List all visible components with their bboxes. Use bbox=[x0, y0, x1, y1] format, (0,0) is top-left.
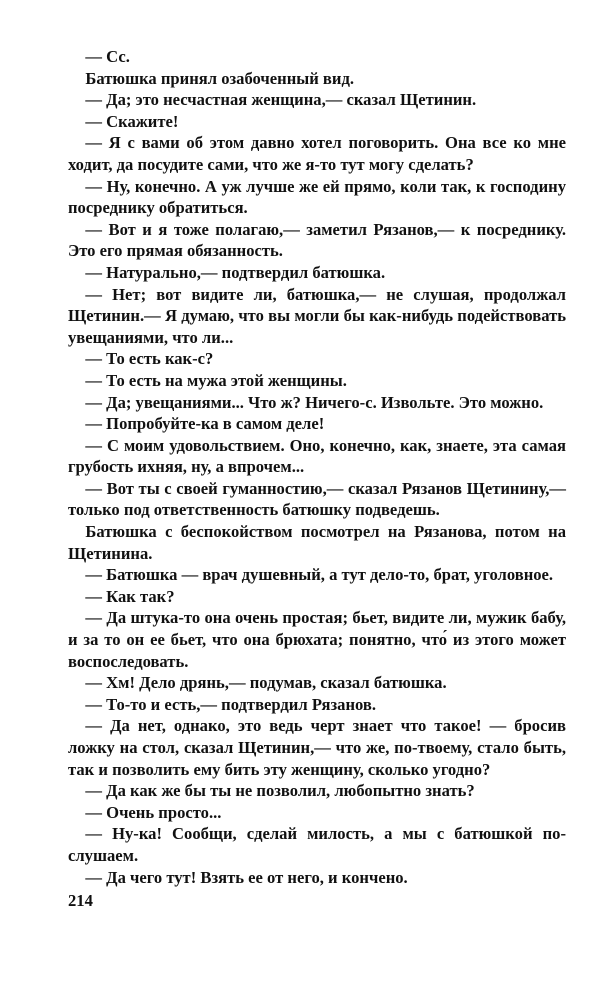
paragraph-19: — Да штука-то она очень простая; бьет, видите ли, мужик бабу, и за то он ее бьет, что она брюхата; понятно, что́ из этого может воспоследовать. bbox=[68, 608, 566, 671]
paragraph-24: — Очень просто... bbox=[85, 802, 222, 822]
paragraph-15: — Вот ты с своей гуманностию,— сказал Рязанов Щетинину,— только под ответственность батюшку подведешь. bbox=[68, 478, 566, 520]
paragraph-8: — Натурально,— подтвердил батюшка. bbox=[85, 262, 386, 282]
paragraph-26: — Да чего тут! Взять ее от него, и кончено. bbox=[85, 867, 408, 887]
paragraph-3: — Да; это несчастная женщина,— сказал Щетинин. bbox=[85, 90, 477, 110]
paragraph-22: — Да нет, однако, это ведь черт знает что такое! — бросив ложку на стол, сказал Щетинин,— что же, по-твоему, стало быть, так и позволить ему бить эту женщину, сколько угодно? bbox=[68, 716, 566, 779]
page-text bbox=[68, 46, 566, 888]
paragraph-14: — С моим удовольствием. Оно, конечно, как, знаете, эта самая грубость ихняя, ну, а впрочем... bbox=[68, 435, 566, 477]
paragraph-11: — То есть на мужа этой женщины. bbox=[85, 370, 347, 390]
paragraph-5: — Я с вами об этом давно хотел поговорить. Она все ко мне ходит, да посудите сами, что же я-то тут могу сделать? bbox=[68, 133, 566, 174]
paragraph-16: Батюшка с беспокойством посмотрел на Рязанова, потом на Щетинина. bbox=[68, 522, 566, 563]
paragraph-10: — То есть как-с? bbox=[85, 349, 214, 369]
paragraph-7: — Вот и я тоже полагаю,— заметил Рязанов,— к посреднику. Это его прямая обязанность. bbox=[68, 219, 566, 261]
paragraph-9: — Нет; вот видите ли, батюшка,— не слушая, продолжал Щетинин.— Я думаю, что вы могли бы как-нибудь подействовать увещаниями, что ли... bbox=[68, 284, 566, 347]
paragraph-20: — Хм! Дело дрянь,— подумав, сказал батюшка. bbox=[85, 673, 447, 693]
page-number: 214 bbox=[68, 891, 93, 910]
paragraph-17: — Батюшка — врач душевный, а тут дело-то, брат, уголовное. bbox=[85, 565, 554, 585]
paragraph-2: Батюшка принял озабоченный вид. bbox=[85, 68, 354, 88]
paragraph-13: — Попробуйте-ка в самом деле! bbox=[85, 414, 325, 434]
paragraph-25: — Ну-ка! Сообщи, сделай милость, а мы с батюшкой послушаем. bbox=[68, 824, 566, 865]
paragraph-4: — Скажите! bbox=[85, 111, 179, 131]
paragraph-23: — Да как же бы ты не позволил, любопытно знать? bbox=[85, 781, 475, 801]
paragraph-6: — Ну, конечно. А уж лучше же ей прямо, коли так, к господину посреднику обратиться. bbox=[68, 176, 566, 218]
paragraph-18: — Как так? bbox=[85, 586, 175, 606]
paragraph-1: — Сс. bbox=[85, 47, 130, 66]
paragraph-12: — Да; увещаниями... Что ж? Ничего-с. Извольте. Это можно. bbox=[85, 392, 544, 412]
paragraph-21: — То-то и есть,— подтвердил Рязанов. bbox=[85, 694, 377, 714]
